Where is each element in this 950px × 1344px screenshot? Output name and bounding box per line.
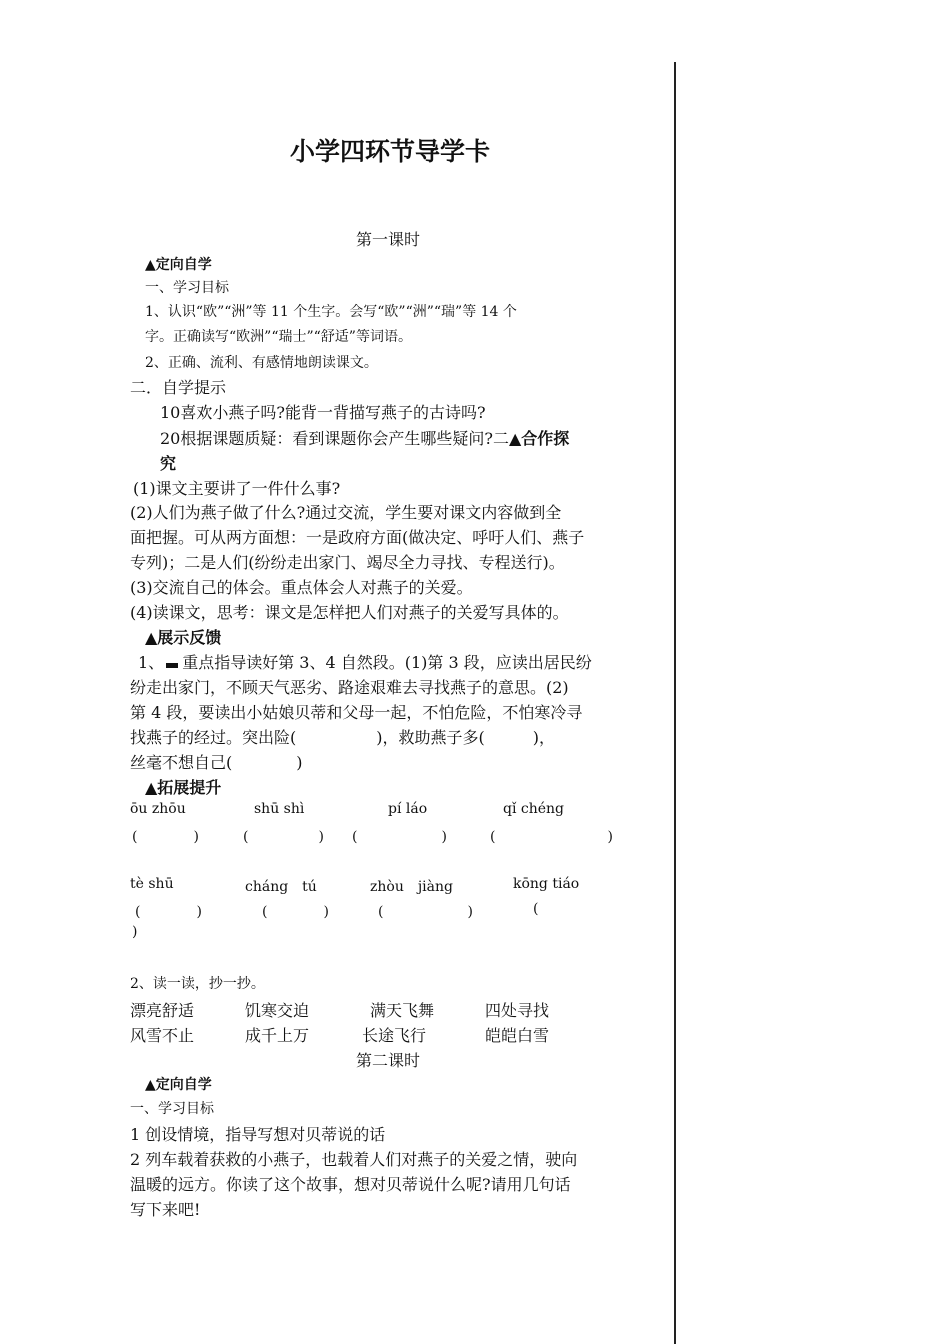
lesson2-goal1: 1 创设情境，指导写想对贝蒂说的话 (130, 1125, 386, 1144)
phrase-8: 皑皑白雪 (485, 1026, 550, 1045)
phrase-2: 饥寒交迫 (245, 1001, 310, 1020)
answer-blank-8-close: ) (132, 924, 138, 940)
lesson2-heading: 第二课时 (355, 1051, 420, 1070)
answer-blank-5[interactable]: ( ) (135, 904, 202, 920)
pinyin-qi-cheng: qǐ chéng (503, 801, 565, 817)
lesson1-goals-heading: 一、学习目标 (145, 280, 229, 296)
answer-blank-2[interactable]: ( ) (243, 829, 324, 845)
pinyin-shu-shi: shū shì (254, 801, 305, 817)
question-2-line3: 专列)；二是人们(纷纷走出家门、竭尽全力寻找、专程送行)。 (130, 553, 565, 572)
answer-blank-7[interactable]: ( ) (378, 904, 473, 920)
feedback-number: 1、 (138, 653, 165, 672)
phrase-1: 漂亮舒适 (130, 1001, 195, 1020)
pinyin-pi-lao: pí láo (388, 801, 428, 817)
question-2-line2: 面把握。可从两方面想：一是政府方面(做决定、呼吁人们、燕子 (130, 528, 585, 547)
lesson2-section-orient: ▲定向自学 (145, 1077, 212, 1093)
lesson2-goal2-line2: 温暖的远方。你读了这个故事，想对贝蒂说什么呢?请用几句话 (130, 1175, 571, 1194)
underline-mark-icon (166, 663, 178, 668)
page-title: 小学四环节导学卡 (289, 137, 490, 166)
feedback-line3: 第 4 段，要读出小姑娘贝蒂和父母一起，不怕危险，不怕寒冷寻 (130, 703, 583, 722)
lesson1-heading: 第一课时 (355, 230, 420, 249)
lesson1-goal1-line2: 字。正确读写“欧洲”“瑞士”“舒适”等词语。 (145, 329, 412, 345)
pinyin-te-shu: tè shū (130, 876, 174, 892)
feedback-line1-text: 重点指导读好第 3、4 自然段。(1)第 3 段，应读出居民纷 (182, 653, 592, 672)
lesson1-section-orient: ▲定向自学 (145, 257, 212, 273)
lesson2-goal2-line1: 2 列车载着获救的小燕子，也载着人们对燕子的关爱之情，驶向 (130, 1150, 578, 1169)
lesson1-section-extend: ▲拓展提升 (145, 778, 222, 797)
question-3: (3)交流自己的体会。重点体会人对燕子的关爱。 (130, 578, 473, 597)
phrase-5: 风雪不止 (130, 1026, 195, 1045)
pinyin-zhou-jiang: zhòu jiàng (370, 879, 453, 895)
question-1: (1)课文主要讲了一件什么事? (133, 479, 341, 498)
answer-blank-1[interactable]: ( ) (132, 829, 199, 845)
answer-blank-4[interactable]: ( ) (490, 829, 613, 845)
lesson2-goals-heading: 一、学习目标 (130, 1101, 214, 1117)
margin-divider-line (674, 62, 676, 1344)
read-copy-heading: 2、读一读，抄一抄。 (130, 976, 265, 992)
answer-blank-6[interactable]: ( ) (262, 904, 329, 920)
question-2-line1: (2)人们为燕子做了什么?通过交流，学生要对课文内容做到全 (130, 503, 562, 522)
pinyin-ou-zhou: ōu zhōu (130, 801, 186, 817)
phrase-3: 满天飞舞 (370, 1001, 435, 1020)
lesson1-hints-heading: 二．自学提示 (130, 378, 227, 397)
pinyin-chang-tu: cháng tú (245, 879, 317, 895)
feedback-line5: 丝毫不想自己( ) (130, 753, 303, 772)
phrase-4: 四处寻找 (485, 1001, 550, 1020)
lesson1-hint2 (160, 426, 569, 449)
lesson1-goal1-line1: 1、认识“欧”“洲”等 11 个生字。会写“欧”“洲”“瑞”等 14 个 (145, 304, 517, 320)
feedback-line2: 纷走出家门，不顾天气恶劣、路途艰难去寻找燕子的意思。(2) (130, 678, 569, 697)
phrase-6: 成千上万 (245, 1026, 310, 1045)
lesson1-hint1: 10喜欢小燕子吗?能背一背描写燕子的古诗吗? (160, 403, 486, 422)
pinyin-kong-tiao: kōng tiáo (513, 876, 580, 892)
question-4: (4)读课文，思考：课文是怎样把人们对燕子的关爱写具体的。 (130, 603, 569, 622)
hint2-text: 20根据课题质疑：看到课题你会产生哪些疑问?二 (160, 429, 509, 448)
lesson1-section-feedback: ▲展示反馈 (145, 628, 222, 647)
feedback-line4: 找燕子的经过。突出险( )，救助燕子多( )， (130, 728, 555, 747)
section-cooperate-explore: ▲合作探 (508, 429, 570, 448)
feedback-line1 (138, 650, 592, 673)
lesson1-goal2: 2、正确、流利、有感情地朗读课文。 (145, 355, 378, 371)
lesson2-goal2-line3: 写下来吧! (130, 1200, 201, 1219)
phrase-7: 长途飞行 (362, 1026, 427, 1045)
lesson1-hint2-continued: 究 (160, 454, 177, 473)
answer-blank-3[interactable]: ( ) (352, 829, 447, 845)
answer-blank-8[interactable]: ( (533, 901, 539, 917)
